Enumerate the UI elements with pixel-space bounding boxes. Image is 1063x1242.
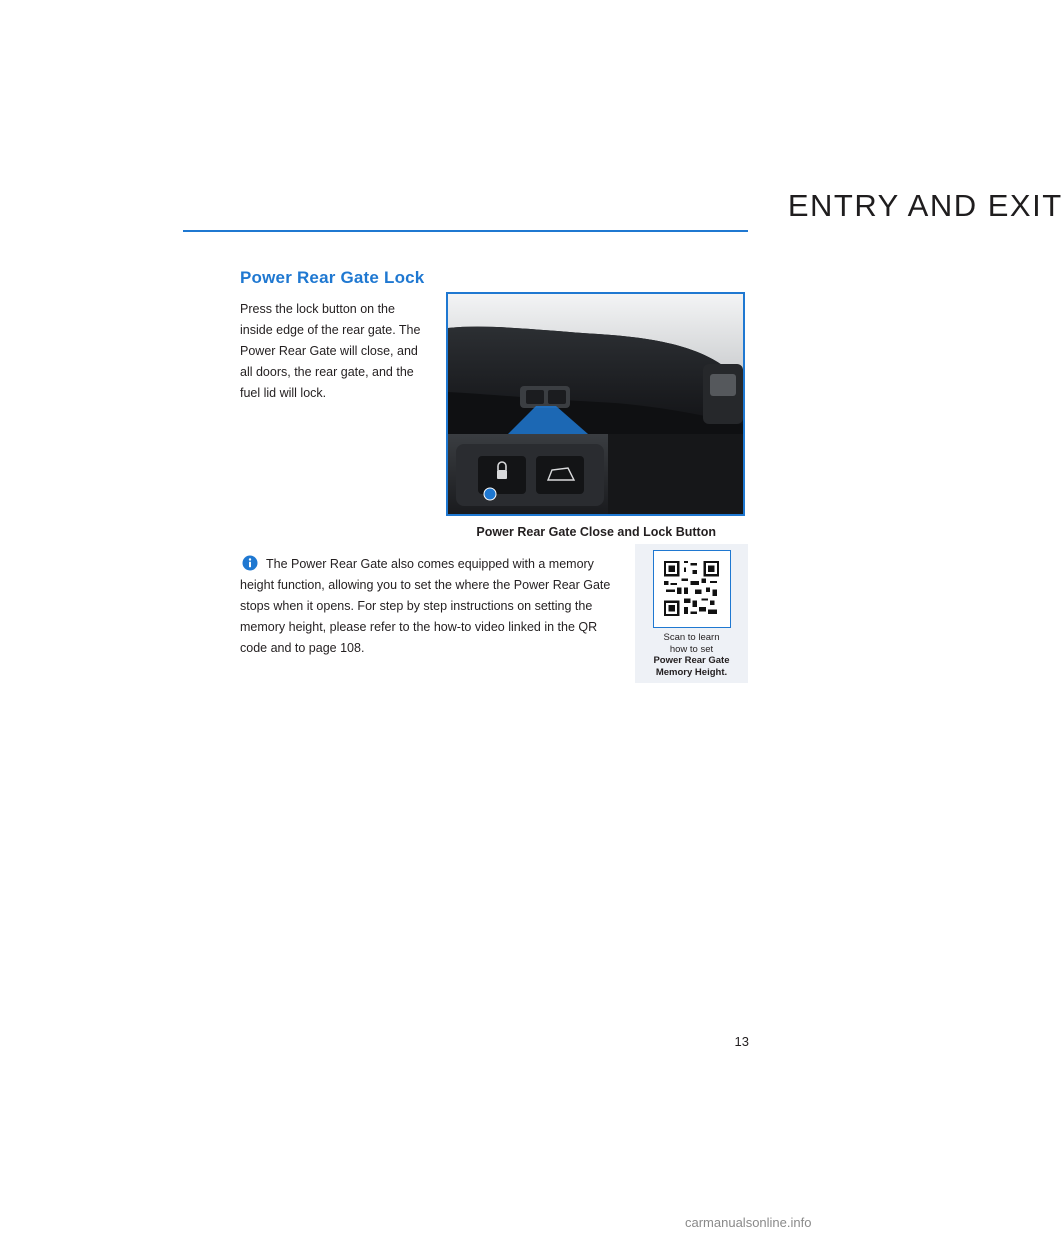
body-paragraph: Press the lock button on the inside edge of the rear gate. The Power Rear Gate will close, and all doors, the rear gate, and the fuel lid will lock.: [240, 302, 421, 400]
rear-gate-illustration: [448, 294, 743, 514]
qr-caption-line3: Power Rear Gate: [653, 655, 730, 666]
qr-caption: [635, 632, 748, 678]
qr-caption-line1: Scan to learn: [663, 632, 720, 643]
qr-caption-line2: how to set: [669, 643, 714, 655]
memory-height-note: The Power Rear Gate also comes equipped with a memory height function, allowing you to set the where the Power Rear Gate stops when it opens. For step by step instructions on setting the memory height, please refer to the how-to video linked in the QR code and to page 108.: [240, 557, 611, 655]
qr-code-frame[interactable]: [653, 550, 731, 628]
section-heading: Power Rear Gate Lock: [240, 268, 425, 287]
qr-panel: [635, 544, 748, 683]
watermark: carmanualsonline.info: [685, 1215, 812, 1230]
section-title: ENTRY AND EXIT: [787, 188, 1063, 223]
qr-code-icon: [664, 561, 719, 616]
qr-caption-line4: Memory Height.: [655, 666, 728, 678]
rear-gate-button-photo: [446, 292, 745, 516]
figure-caption: Power Rear Gate Close and Lock Button: [476, 525, 716, 539]
header-rule: [183, 230, 748, 232]
page-number: 13: [734, 1034, 749, 1049]
